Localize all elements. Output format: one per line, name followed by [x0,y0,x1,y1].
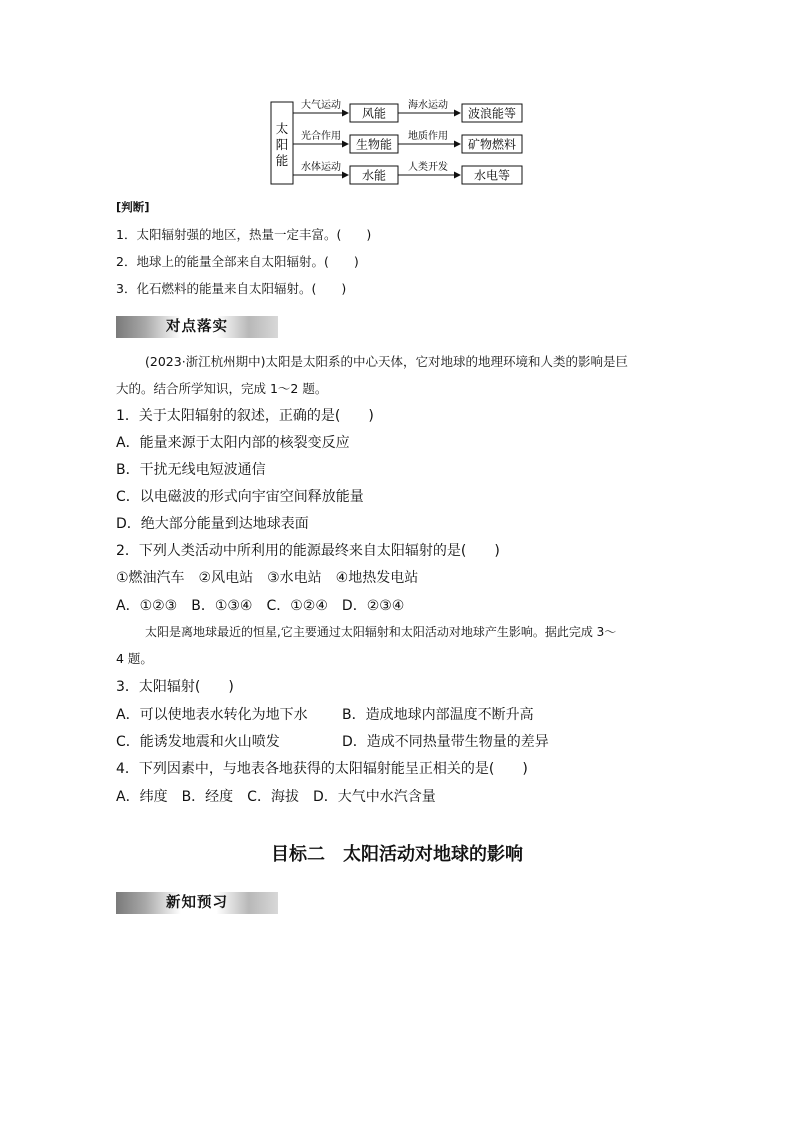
banner-label: 对点落实 [166,319,228,335]
question-4-options: A．纬度 B．经度 C．海拔 D．大气中水汽含量 [116,789,436,805]
source-char-1: 太 [275,121,289,136]
source-char-2: 阳 [275,137,289,152]
edge-label-1b: 海水运动 [408,100,448,111]
question-1-option-b: B．干扰无线电短波通信 [116,462,266,478]
edge-label-1a: 大气运动 [301,100,341,111]
question-4-stem: 4．下列因素中，与地表各地获得的太阳辐射能呈正相关的是( ) [116,761,528,777]
node-label-2b: 矿物燃料 [467,137,517,152]
question-3-stem: 3．太阳辐射( ) [116,679,234,695]
intro-2-line-1: 太阳是离地球最近的恒星,它主要通过太阳辐射和太阳活动对地球产生影响。据此完成 3～ [145,625,617,639]
question-3-option-a: A．可以使地表水转化为地下水 [116,707,308,723]
section-banner-practice [116,316,278,338]
judge-item-2: 2．地球上的能量全部来自太阳辐射。( ) [116,254,359,269]
edge-label-3b: 人类开发 [408,162,448,173]
question-2-options: A．①②③ B．①③④ C．①②④ D．②③④ [116,598,405,614]
source-char-3: 能 [275,153,289,168]
question-1-stem: 1．关于太阳辐射的叙述，正确的是( ) [116,408,374,424]
question-2-stem: 2．下列人类活动中所利用的能源最终来自太阳辐射的是( ) [116,543,500,559]
question-2-list: ①燃油汽车 ②风电站 ③水电站 ④地热发电站 [116,570,419,586]
question-1-option-c: C．以电磁波的形式向宇宙空间释放能量 [116,489,364,505]
node-label-3b: 水电等 [473,168,511,183]
edge-label-2b: 地质作用 [408,131,448,142]
intro-1-line-2: 大的。结合所学知识，完成 1～2 题。 [116,381,328,396]
node-label-2a: 生物能 [355,137,393,152]
edge-label-2a: 光合作用 [301,131,341,142]
question-1-option-a: A．能量来源于太阳内部的核裂变反应 [116,435,350,451]
energy-flow-diagram [268,96,528,188]
question-1-option-d: D．绝大部分能量到达地球表面 [116,516,309,532]
judge-item-1: 1．太阳辐射强的地区，热量一定丰富。( ) [116,227,372,242]
judge-heading: [判断] [116,200,150,214]
question-3-option-b: B．造成地球内部温度不断升高 [342,707,534,723]
edge-label-3a: 水体运动 [301,162,341,173]
intro-2-line-2: 4 题。 [116,651,153,666]
question-3-option-d: D．造成不同热量带生物量的差异 [342,734,549,750]
section-banner-preview [116,892,278,914]
banner-label: 新知预习 [166,895,228,911]
judge-item-3: 3．化石燃料的能量来自太阳辐射。( ) [116,281,347,296]
section-title: 目标二 太阳活动对地球的影响 [271,844,523,865]
energy-flow-svg [268,96,528,188]
node-label-1a: 风能 [361,106,387,121]
intro-1-line-1: (2023·浙江杭州期中)太阳是太阳系的中心天体，它对地球的地理环境和人类的影响是巨 [145,354,629,369]
question-3-option-c: C．能诱发地震和火山喷发 [116,734,280,750]
node-label-3a: 水能 [361,168,387,183]
node-label-1b: 波浪能等 [467,106,517,121]
